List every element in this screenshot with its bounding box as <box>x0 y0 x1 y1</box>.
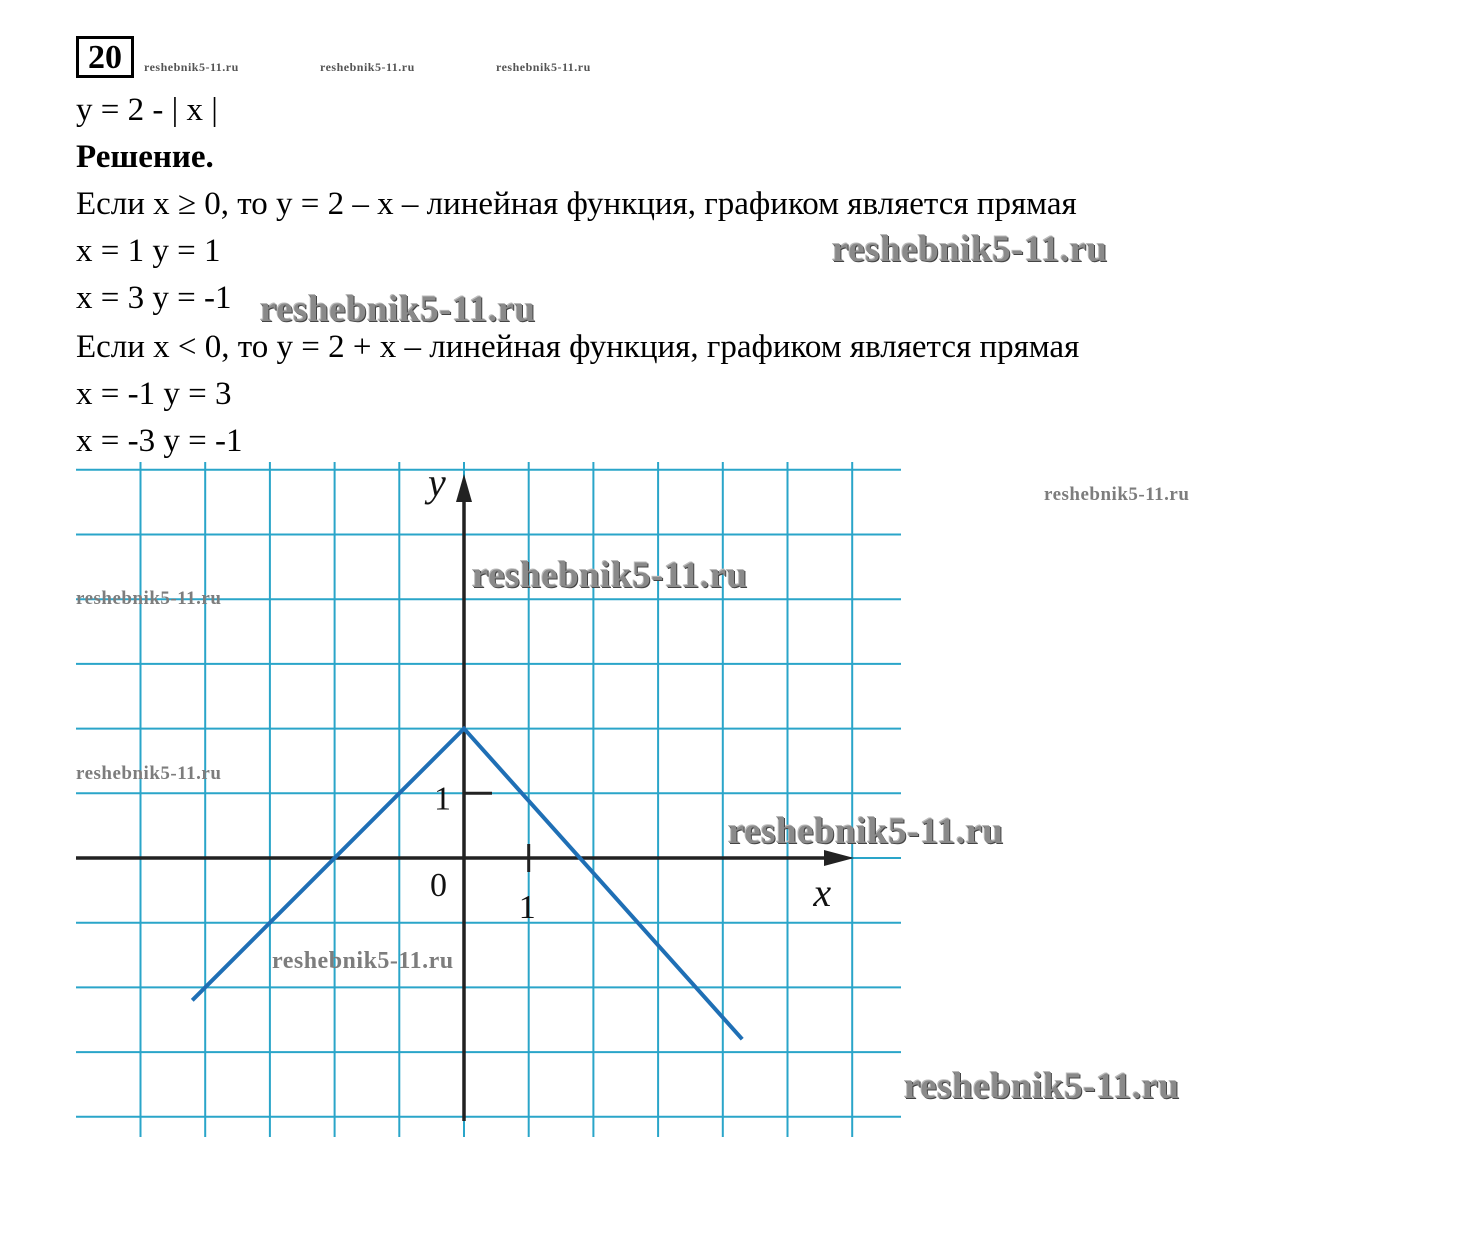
origin-label: 0 <box>430 867 447 904</box>
case2-text: Если x < 0, то y = 2 + x – линейная функция, графиком является прямая <box>76 329 1080 365</box>
watermark: reshebnik5-11.ru <box>76 763 222 784</box>
case1-point2: x = 3 y = -1 <box>76 280 232 316</box>
y-axis-label: y <box>428 462 446 505</box>
watermark: reshebnik5-11.ru <box>144 60 239 74</box>
y-tick-label: 1 <box>434 780 451 818</box>
watermark: reshebnik5-11.ru <box>76 588 222 609</box>
equation: y = 2 - | x | <box>76 92 218 128</box>
series-line <box>192 729 742 1040</box>
watermark: reshebnik5-11.ru <box>272 948 454 974</box>
watermark: reshebnik5-11.ru <box>1044 484 1190 505</box>
watermark: reshebnik5-11.ru <box>728 811 1004 852</box>
task-number: 20 <box>76 36 134 78</box>
watermark: reshebnik5-11.ru <box>260 289 536 330</box>
case2-point2: x = -3 y = -1 <box>76 423 243 459</box>
y-axis-arrow <box>456 474 472 502</box>
case1-text: Если x ≥ 0, то y = 2 – x – линейная функция, графиком является прямая <box>76 186 1077 222</box>
watermark: reshebnik5-11.ru <box>904 1066 1180 1107</box>
watermark: reshebnik5-11.ru <box>320 60 415 74</box>
x-axis-label: x <box>813 870 832 915</box>
case1-point1: x = 1 y = 1 <box>76 233 221 269</box>
watermark: reshebnik5-11.ru <box>472 555 748 596</box>
x-tick-label: 1 <box>518 889 536 926</box>
watermark: reshebnik5-11.ru <box>496 60 591 74</box>
solution-heading: Решение. <box>76 139 214 175</box>
case2-point1: x = -1 y = 3 <box>76 376 232 412</box>
watermark: reshebnik5-11.ru <box>832 229 1108 270</box>
